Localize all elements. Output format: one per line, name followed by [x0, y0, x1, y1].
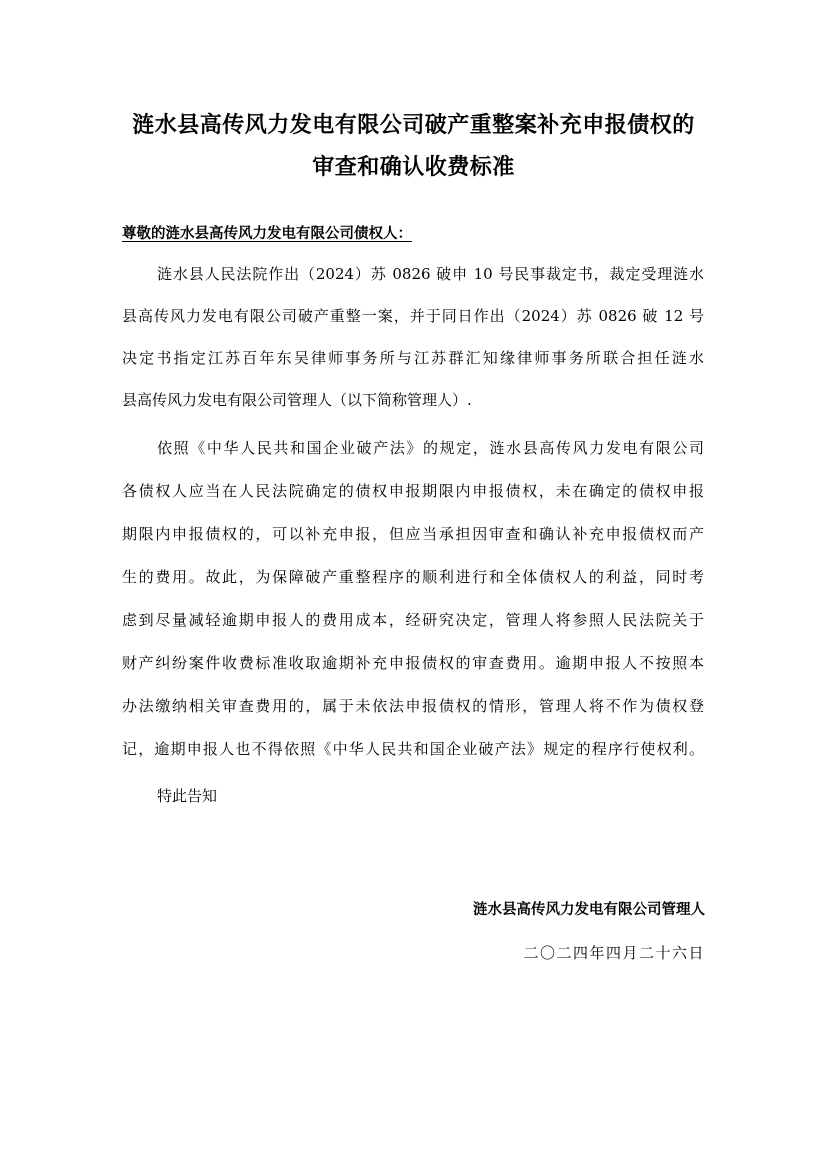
paragraph-2-line: 期限内申报债权的，可以补充申报，但应当承担因审查和确认补充申报债权而产: [122, 525, 704, 543]
document-title-line-2: 审查和确认收费标准: [312, 155, 515, 180]
paragraph-2-line: 办法缴纳相关审查费用的，属于未依法申报债权的情形，管理人将不作为债权登: [122, 697, 704, 715]
paragraph-1-line: 决定书指定江苏百年东吴律师事务所与江苏群汇知缘律师事务所联合担任涟水: [122, 349, 704, 367]
closing-remark: 特此告知: [157, 787, 218, 805]
paragraph-1-line: 涟水县人民法院作出（2024）苏 0826 破申 10 号民事裁定书，裁定受理涟水: [157, 265, 704, 283]
paragraph-1-line: 县高传风力发电有限公司管理人（以下简称管理人）.: [122, 391, 472, 409]
paragraph-2-line: 依照《中华人民共和国企业破产法》的规定，涟水县高传风力发电有限公司: [157, 439, 704, 457]
paragraph-2-line: 各债权人应当在人民法院确定的债权申报期限内申报债权，未在确定的债权申报: [122, 482, 704, 500]
document-title-line-1: 涟水县高传风力发电有限公司破产重整案补充申报债权的: [132, 113, 695, 138]
signature-organization: 涟水县高传风力发电有限公司管理人: [473, 902, 705, 918]
paragraph-1-line: 县高传风力发电有限公司破产重整一案，并于同日作出（2024）苏 0826 破 12 号: [122, 307, 704, 325]
salutation: 尊敬的涟水县高传风力发电有限公司债权人：: [122, 226, 412, 242]
paragraph-2-line: 生的费用。故此，为保障破产重整程序的顺利进行和全体债权人的利益，同时考: [122, 568, 704, 586]
paragraph-2-line: 财产纠纷案件收费标准收取逾期补充申报债权的审查费用。逾期申报人不按照本: [122, 654, 704, 672]
paragraph-2-line: 虑到尽量减轻逾期申报人的费用成本，经研究决定，管理人将参照人民法院关于: [122, 611, 704, 629]
signature-date: 二〇二四年四月二十六日: [523, 944, 705, 962]
paragraph-2-line: 记，逾期申报人也不得依照《中华人民共和国企业破产法》规定的程序行使权利。: [122, 740, 704, 758]
